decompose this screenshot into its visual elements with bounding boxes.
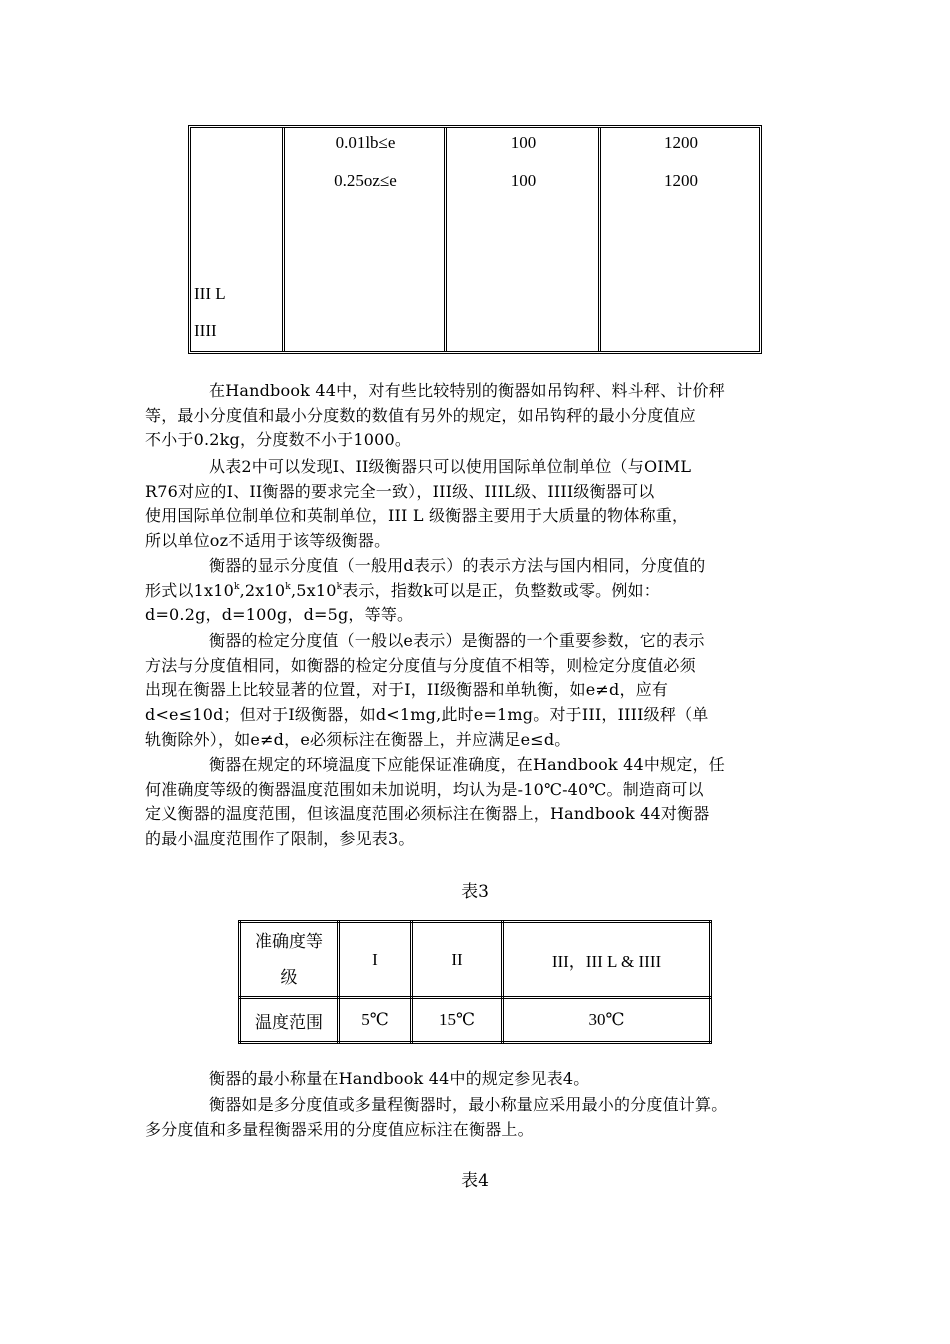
table-header-grade: II [412,922,503,998]
text-line: 何准确度等级的衡器温度范围如未加说明，均认为是-10℃-40℃。制造商可以 [145,779,704,799]
table-cell-max-div: 1200 [664,133,698,152]
text-line: 使用国际单位制单位和英制单位，III L 级衡器主要用于大质量的物体称重， [145,506,689,526]
text-line: 出现在衡器上比较显著的位置，对于I，II级衡器和单轨衡，如e≠d，应有 [145,680,669,700]
table-column-divider [444,128,447,351]
text-fragment: 形式以1x10 [145,580,234,600]
table-cell-temperature: 5℃ [339,998,412,1043]
text-line: 等，最小分度值和最小分度数的数值有另外的规定，如吊钩秤的最小分度值应 [145,405,696,425]
table-grade-label: III L [194,284,226,303]
superscript: k [233,581,240,592]
paragraph-min-capacity [145,1067,825,1092]
superscript: k [285,581,291,592]
table-cell-temperature: 15℃ [412,998,503,1043]
text-line: 衡器如是多分度值或多量程衡器时，最小称量应采用最小的分度值计算。 [209,1095,728,1114]
text-line: 所以单位oz不适用于该等级衡器。 [145,531,391,551]
table-cell-e: 0.01lb≤e [335,133,396,152]
text-line: 衡器的最小称量在Handbook 44中的规定参见表4。 [209,1069,590,1088]
table4-caption: 表4 [461,1171,489,1191]
table-header-grade: I [339,922,412,998]
paragraph-multi-interval [145,1093,845,1142]
text-line: 衡器的显示分度值（一般用d表示）的表示方法与国内相同，分度值的 [209,556,706,575]
paragraph-temperature-range [145,753,825,852]
superscript: k [336,581,343,592]
text-line: 轨衡除外），如e≠d，e必须标注在衡器上，并应满足e≤d。 [145,729,571,749]
table3-temperature [238,920,712,1044]
table-grade-label: IIII [194,321,217,340]
table-cell-min-div: 100 [510,133,537,152]
header-label-line: 准确度等 [255,931,323,951]
text-line: 从表2中可以发现I、II级衡器只可以使用国际单位制单位（与OIML [209,457,692,476]
text-line: 在Handbook 44中，对有些比较特别的衡器如吊钩秤、料斗秤、计价秤 [209,381,725,400]
paragraph-units [145,455,825,554]
text-line: R76对应的I、II衡器的要求完全一致），III级、IIIL级、IIII级衡器可以 [145,481,655,501]
paragraph-verification-division [145,629,825,753]
paragraph-handbook-special-scales [145,379,825,453]
table3-caption: 表3 [461,882,489,902]
text-line: 不小于0.2kg，分度数不小于1000。 [145,430,412,450]
table-cell-temperature: 30℃ [503,998,711,1043]
text-fragment: ,5x10 [290,580,337,600]
text-line [145,579,825,604]
text-line: 定义衡器的温度范围，但该温度范围必须标注在衡器上，Handbook 44对衡器 [145,804,710,824]
table-cell-max-div: 1200 [664,171,698,190]
table-row-label: 温度范围 [240,998,339,1043]
table-column-divider [282,128,285,351]
text-line: 衡器在规定的环境温度下应能保证准确度，在Handbook 44中规定，任 [209,755,725,774]
text-fragment: 表示，指数k可以是正，负整数或零。例如： [342,580,660,600]
text-line: d=0.2g，d=100g，d=5g，等等。 [145,605,414,625]
text-line: 衡器的检定分度值（一般以e表示）是衡器的一个重要参数，它的表示 [209,631,705,650]
table-header-grade: III，III L & IIII [503,922,711,998]
paragraph-display-division [145,554,825,628]
header-label-line: 级 [280,967,298,987]
table2-continuation [188,125,762,354]
text-line: 的最小温度范围作了限制，参见表3。 [145,829,415,849]
text-line: 多分度值和多量程衡器采用的分度值应标注在衡器上。 [145,1119,534,1139]
text-fragment: ,2x10 [239,580,286,600]
table-cell-e: 0.25oz≤e [334,171,397,190]
text-line: d<e≤10d；但对于I级衡器，如d<1mg,此时e=1mg。对于III，IIII级秤（单 [145,705,709,725]
table-cell-min-div: 100 [510,171,537,190]
table-header-label [240,922,339,998]
table-column-divider [598,128,601,351]
text-line: 方法与分度值相同，如衡器的检定分度值与分度值不相等，则检定分度值必须 [145,655,696,675]
